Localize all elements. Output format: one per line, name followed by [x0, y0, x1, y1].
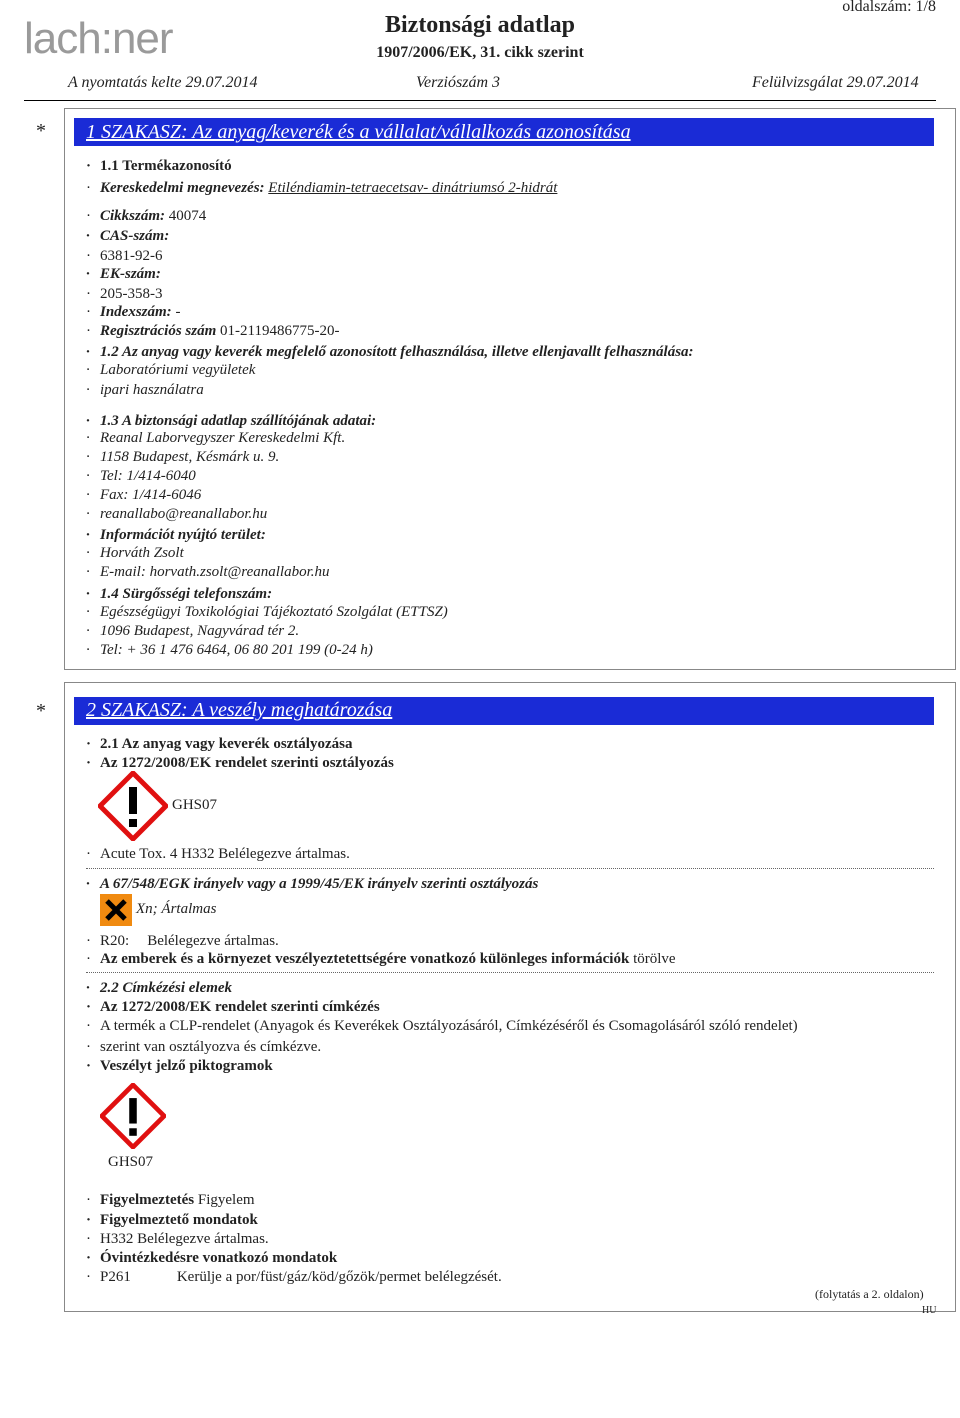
bullet-dot: · [86, 564, 90, 580]
bullet-dot: · [86, 1269, 91, 1285]
bullet-dot: · [86, 1058, 92, 1074]
ghs07-exclamation-icon [100, 1083, 166, 1149]
signal-word-row: Figyelmeztetés Figyelem · [86, 1192, 255, 1208]
cikk-row: Cikkszám: 40074 · [86, 208, 207, 224]
bullet-dot: · [86, 980, 90, 996]
clp-text: A termék a CLP-rendelet (Anyagok és Keverékek Osztályozásáról, Címkézéséről és Csomagolásáról szóló rendelet) · [86, 1018, 798, 1034]
bullet-dot: · [86, 487, 90, 503]
bullet-dot: · [86, 1039, 91, 1055]
r20-row: R20: Belélegezve ártalmas. · [86, 933, 279, 949]
env-info-row: Az emberek és a környezet veszélyeztetettségére vonatkozó különleges információk törölve · [86, 951, 676, 967]
directive-classification-label: A 67/548/EGK irányelv vagy a 1999/45/EK irányelv szerinti osztályozás · [86, 876, 539, 892]
bullet-dot: · [86, 286, 91, 302]
bullet-dot: · [86, 180, 91, 196]
language-code: HU [922, 1305, 937, 1316]
bullet-dot: · [86, 158, 92, 174]
section1-title: 1 SZAKASZ: Az anyag/keverék és a vállalat/vállalkozás azonosítása [86, 121, 631, 143]
bullet-dot: · [86, 248, 91, 264]
version: Verziószám 3 [416, 74, 501, 91]
section2-change-marker: * [36, 700, 46, 722]
bullet-dot: · [86, 951, 91, 967]
pictogram-label: Veszélyt jelző piktogramok · [86, 1058, 273, 1074]
use-1: Laboratóriumi vegyületek · [86, 362, 256, 378]
supplier-line: 1158 Budapest, Késmárk u. 9. · [86, 449, 280, 465]
ghs07-label: GHS07 [108, 1154, 154, 1170]
bullet-dot: · [86, 449, 90, 465]
s14-heading: 1.4 Sürgősségi telefonszám: · [86, 586, 273, 602]
bullet-dot: · [86, 604, 90, 620]
bullet-dot: · [86, 323, 91, 339]
s21-heading: 2.1 Az anyag vagy keverék osztályozása · [86, 736, 353, 752]
bullet-dot: · [86, 1212, 92, 1228]
info-line: Horváth Zsolt · [86, 545, 184, 561]
section2-title: 2 SZAKASZ: A veszély meghatározása [86, 699, 393, 721]
bullet-dot: · [86, 999, 92, 1015]
info-email: E-mail: horvath.zsolt@reanallabor.hu · [86, 564, 330, 580]
s22-heading: 2.2 Címkézési elemek · [86, 980, 233, 996]
clp-classification-label: Az 1272/2008/EK rendelet szerinti osztályozás · [86, 755, 394, 771]
bullet-dot: · [86, 642, 90, 658]
header-divider [24, 100, 936, 101]
emergency-line: 1096 Budapest, Nagyvárad tér 2. · [86, 623, 300, 639]
supplier-line: Reanal Laborvegyszer Kereskedelmi Kft. · [86, 430, 346, 446]
ghs07-exclamation-icon [98, 771, 168, 841]
s12-heading: 1.2 Az anyag vagy keverék megfelelő azonosított felhasználása, illetve ellenjavallt felhasználása: · [86, 344, 694, 360]
print-date: A nyomtatás kelte 29.07.2014 [68, 74, 258, 91]
xn-cross-icon [100, 894, 132, 926]
h332-statement: H332 Belélegezve ártalmas. · [86, 1231, 269, 1247]
s11-heading: 1.1 Termékazonosító · [86, 158, 232, 174]
bullet-dot: · [86, 228, 90, 244]
emergency-line: Tel: + 36 1 476 6464, 06 80 201 199 (0-24 h) · [86, 642, 373, 658]
bullet-dot: · [86, 527, 90, 543]
ek-value: 205-358-3 · [86, 286, 163, 302]
bullet-dot: · [86, 623, 90, 639]
bullet-dot: · [86, 266, 90, 282]
clp-labelling-label: Az 1272/2008/EK rendelet szerinti címkézés · [86, 999, 380, 1015]
p261-row: P261 Kerülje a por/füst/gáz/köd/gőzök/permet belélegzését. · [86, 1269, 502, 1285]
cas-label: CAS-szám: · [86, 228, 170, 244]
dotted-divider [86, 868, 934, 869]
trade-name-value: Etiléndiamin-tetraecetsav- dinátriumsó 2-hidrát [268, 180, 558, 196]
index-row: Indexszám: - · [86, 304, 181, 320]
bullet-dot: · [86, 846, 91, 862]
bullet-dot: · [86, 430, 90, 446]
precautionary-label: Óvintézkedésre vonatkozó mondatok · [86, 1250, 338, 1266]
bullet-dot: · [86, 344, 90, 360]
bullet-dot: · [86, 876, 90, 892]
section1-change-marker: * [36, 120, 46, 142]
company-logo: lach:ner [24, 14, 173, 63]
bullet-dot: · [86, 468, 90, 484]
bullet-dot: · [86, 304, 91, 320]
continued-note: (folytatás a 2. oldalon) [815, 1287, 924, 1301]
document-title: Biztonsági adatlap [384, 12, 576, 38]
supplier-email: reanallabo@reanallabor.hu · [86, 506, 268, 522]
bullet-dot: · [86, 1231, 91, 1247]
bullet-dot: · [86, 545, 90, 561]
bullet-dot: · [86, 208, 91, 224]
bullet-dot: · [86, 755, 92, 771]
clp-text: szerint van osztályozva és címkézve. · [86, 1039, 322, 1055]
document-subtitle: 1907/2006/EK, 31. cikk szerint [376, 44, 584, 61]
supplier-line: Fax: 1/414-6046 · [86, 487, 202, 503]
revision-date: Felülvizsgálat 29.07.2014 [752, 74, 919, 91]
info-label: Információt nyújtó terület: · [86, 527, 266, 543]
bullet-dot: · [86, 586, 90, 602]
bullet-dot: · [86, 506, 90, 522]
page-number: oldalszám: 1/8 [842, 0, 936, 15]
use-2: ipari használatra · [86, 382, 204, 398]
ek-label: EK-szám: · [86, 266, 161, 282]
acute-tox-line: Acute Tox. 4 H332 Belélegezve ártalmas. · [86, 846, 350, 862]
dotted-divider [86, 972, 934, 973]
ghs07-label: GHS07 [172, 797, 218, 813]
supplier-line: Tel: 1/414-6040 · [86, 468, 196, 484]
bullet-dot: · [86, 1192, 91, 1208]
bullet-dot: · [86, 1018, 91, 1034]
cas-value: 6381-92-6 · [86, 248, 163, 264]
bullet-dot: · [86, 413, 90, 429]
reg-row: Regisztrációs szám 01-2119486775-20- · [86, 323, 340, 339]
bullet-dot: · [86, 362, 90, 378]
s13-heading: 1.3 A biztonsági adatlap szállítójának adatai: · [86, 413, 377, 429]
hazard-statements-label: Figyelmeztető mondatok · [86, 1212, 258, 1228]
bullet-dot: · [86, 736, 92, 752]
xn-label: Xn; Ártalmas [136, 901, 217, 917]
bullet-dot: · [86, 382, 90, 398]
emergency-line: Egészségügyi Toxikológiai Tájékoztató Szolgálat (ETTSZ) · [86, 604, 448, 620]
trade-name-row: Kereskedelmi megnevezés: Etiléndiamin-tetraecetsav- dinátriumsó 2-hidrát · [86, 180, 558, 196]
bullet-dot: · [86, 1250, 92, 1266]
bullet-dot: · [86, 933, 91, 949]
